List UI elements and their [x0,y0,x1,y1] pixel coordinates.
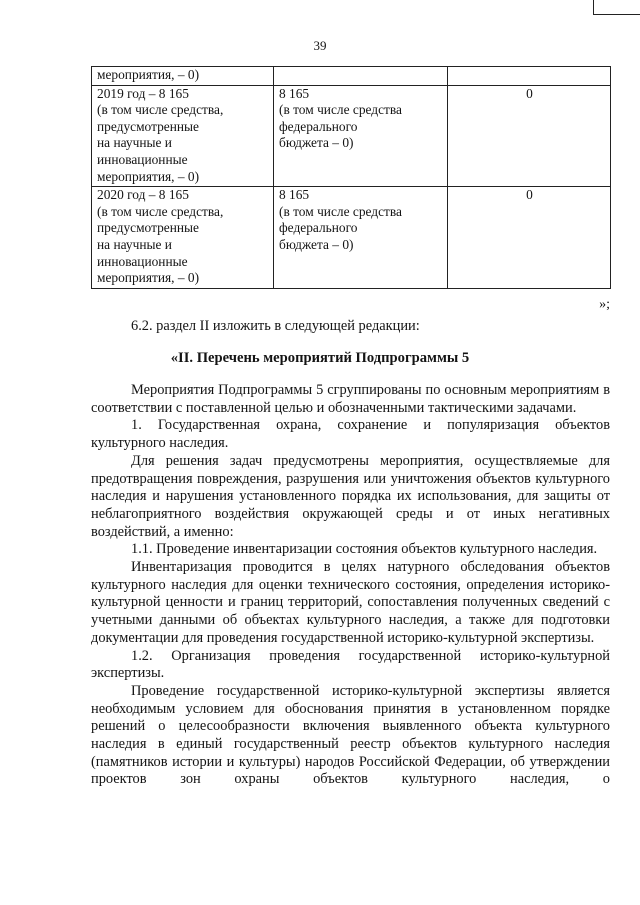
cell-text: мероприятия, – 0) [97,270,200,286]
cell-text: (в том числе средства [279,102,402,118]
paragraph: 1. Государственная охрана, сохранение и популяризация объектов культурного наследия. [91,417,610,452]
table-cell [448,67,611,86]
cell-text: (в том числе средства, [97,102,224,118]
table-cell [274,67,448,86]
body-text [91,382,610,789]
corner-mark [593,0,640,15]
cell-text: мероприятия, – 0) [97,168,200,184]
cell-text: 0 [526,85,533,101]
cell-text: на научные и [97,236,172,252]
page-number: 39 [313,38,327,53]
table-cell [92,187,274,289]
table-cell [448,85,611,187]
cell-text: предусмотренные [97,118,199,134]
cell-text: инновационные [97,151,188,167]
cell-text: бюджета – 0) [279,236,354,252]
paragraph: Инвентаризация проводится в целях натурного обследования объектов культурного наследия для оценки технического состояния, определения историко-культурной ценности и границ территорий, сопоставления полученных сведений с учетными данными об объектах культурного наследия, а также для подготовки документации для проведения государственной историко-культурной экспертизы. [91,559,610,646]
closing-quote: »; [599,297,610,312]
funding-table [91,66,611,289]
cell-text: 8 165 [279,85,310,101]
cell-text: инновационные [97,253,188,269]
table-row-2020 [92,187,611,289]
paragraph: Проведение государственной историко-культурной экспертизы является необходимым условием для обоснования принятия в установленном порядке решений о целесообразности включения выявленного объекта культурного наследия в единый государственный реестр объектов культурного наследия (памятников истории и культуры) народов Российской Федерации, об утверждении проектов зон охраны объектов культурного наследия, о [91,682,610,788]
table-cell [92,67,274,86]
cell-text: 8 165 [279,187,310,203]
paragraph: 1.2. Организация проведения государственной историко-культурной экспертизы. [91,647,610,682]
table-cell [274,187,448,289]
cell-text: на научные и [97,135,172,151]
cell-text: мероприятия, – 0) [97,67,200,82]
section-title: «II. Перечень мероприятий Подпрограммы 5 [170,350,470,366]
paragraph: Мероприятия Подпрограммы 5 сгруппированы по основным мероприятиям в соответствии с поставленной целью и обозначенными тактическими задачами. [91,382,610,416]
table-cell [448,187,611,289]
cell-text: (в том числе средства, [97,203,224,219]
cell-text: 0 [526,187,533,203]
cell-text: предусмотренные [97,220,199,236]
table-row-fragment [92,67,611,86]
table-cell [274,85,448,187]
table-row-2019 [92,85,611,187]
cell-text: федерального [279,220,358,236]
paragraph: Для решения задач предусмотрены мероприятия, осуществляемые для предотвращения повреждения, разрушения или уничтожения объектов культурного наследия и нарушения установленного порядка их использования, для защиты от неблагоприятного воздействия окружающей среды и от иных негативных воздействий, а именно: [91,452,610,540]
cell-text: (в том числе средства [279,203,402,219]
cell-text: 2019 год – 8 165 [97,85,189,101]
cell-text: федерального [279,118,358,134]
table-cell [92,85,274,187]
cell-text: 2020 год – 8 165 [97,187,189,203]
redaction-line: 6.2. раздел II изложить в следующей редакции: [131,318,420,334]
cell-text: бюджета – 0) [279,135,354,151]
paragraph: 1.1. Проведение инвентаризации состояния объектов культурного наследия. [131,541,598,558]
